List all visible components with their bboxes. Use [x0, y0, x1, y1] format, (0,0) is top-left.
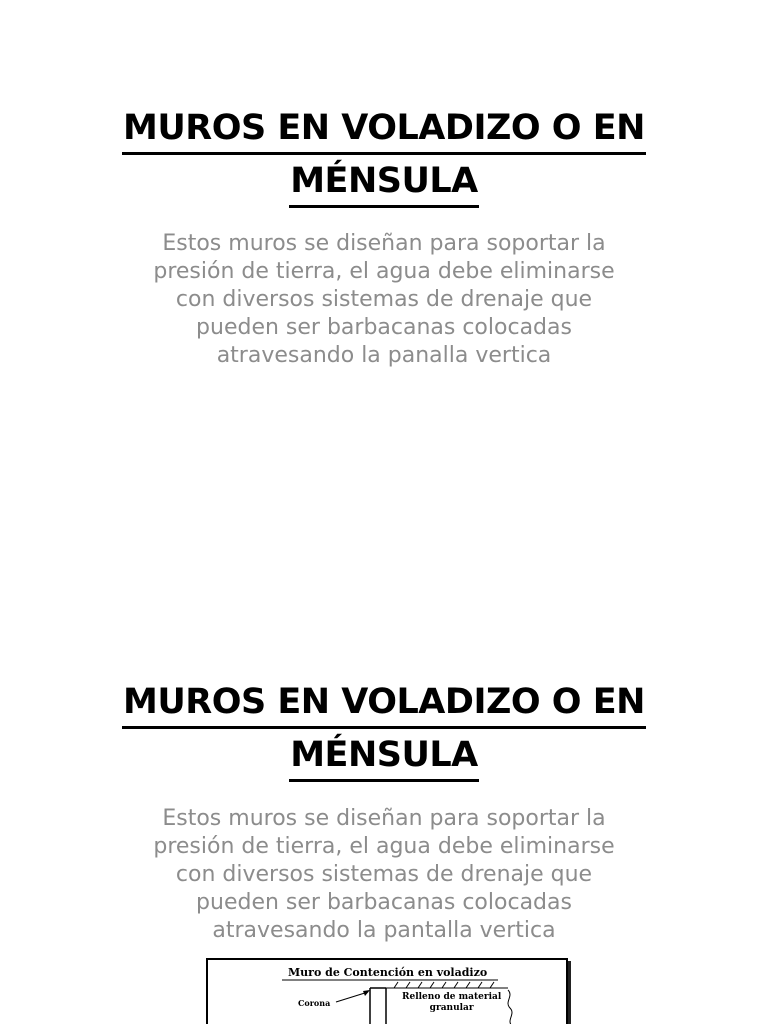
- title-line-1: MUROS EN VOLADIZO O EN: [122, 104, 646, 155]
- relleno-line-2: granular: [429, 1003, 474, 1013]
- diagram-title: Muro de Contención en voladizo: [288, 966, 488, 979]
- body-line: Estos muros se diseñan para soportar la: [162, 231, 606, 256]
- slide-body-text: [110, 805, 658, 945]
- slide-2: [0, 580, 768, 1024]
- body-line: con diversos sistemas de drenaje que: [175, 287, 593, 312]
- body-line: Estos muros se diseñan para soportar la: [162, 806, 606, 831]
- body-line: pueden ser barbacanas colocadas: [196, 315, 572, 340]
- body-line: presión de tierra, el agua debe eliminarse: [153, 834, 615, 859]
- title-line-2: MÉNSULA: [289, 157, 479, 208]
- slide-title: [0, 102, 768, 208]
- slide-title: [0, 676, 768, 782]
- body-line: con diversos sistemas de drenaje que: [175, 862, 593, 887]
- title-line-1: MUROS EN VOLADIZO O EN: [122, 678, 646, 729]
- diagram-label-corona: Corona: [298, 998, 331, 1008]
- retaining-wall-diagram: [206, 958, 568, 1024]
- slide-body-text: [110, 230, 658, 370]
- body-line: atravesando la panalla vertica: [216, 343, 552, 368]
- body-line: atravesando la pantalla vertica: [212, 918, 556, 943]
- title-line-2: MÉNSULA: [289, 731, 479, 782]
- body-line: presión de tierra, el agua debe eliminarse: [153, 259, 615, 284]
- diagram-label-relleno: [402, 992, 501, 1014]
- relleno-line-1: Relleno de material: [402, 992, 502, 1002]
- body-line: pueden ser barbacanas colocadas: [196, 890, 572, 915]
